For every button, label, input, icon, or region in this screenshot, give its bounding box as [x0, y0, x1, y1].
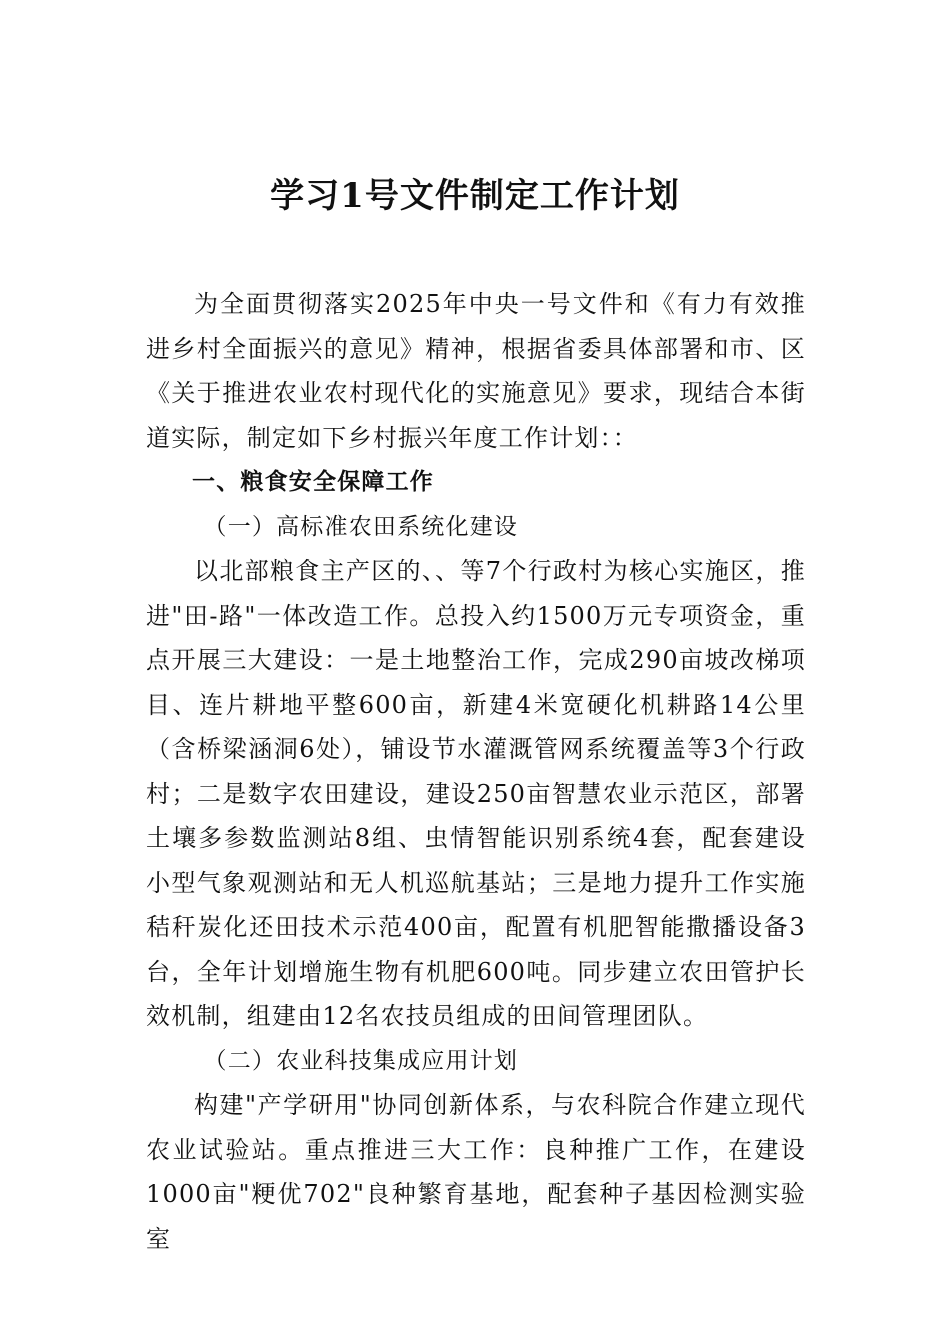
- document-body: [146, 282, 806, 1261]
- document-title: 学习1号文件制定工作计划: [270, 176, 680, 216]
- subsection-heading-farmland: （一）高标准农田系统化建设: [203, 513, 519, 540]
- farmland-paragraph: 以北部粮食主产区的、、等7个行政村为核心实施区，推进"田-路"一体改造工作。总投入约1500万元专项资金，重点开展三大建设：一是土地整治工作，完成290亩坡改梯项目、连片耕地平整600亩，新建4米宽硬化机耕路14公里（含桥梁涵洞6处），铺设节水灌溉管网系统覆盖等3个行政村；二是数字农田建设，建设250亩智慧农业示范区，部署土壤多参数监测站8组、虫情智能识别系统4套，配套建设小型气象观测站和无人机巡航基站；三是地力提升工作实施秸秆炭化还田技术示范400亩，配置有机肥智能撒播设备3台，全年计划增施生物有机肥600吨。同步建立农田管护长效机制，组建由12名农技员组成的田间管理团队。: [146, 557, 806, 1030]
- section-heading-grain-security: 一、粮食安全保障工作: [192, 469, 434, 495]
- subsection-heading-agri-tech: （二）农业科技集成应用计划: [203, 1047, 519, 1074]
- agri-tech-paragraph: 构建"产学研用"协同创新体系，与农科院合作建立现代农业试验站。重点推进三大工作：良种推广工作，在建设1000亩"粳优702"良种繁育基地，配套种子基因检测实验室: [146, 1091, 806, 1253]
- intro-paragraph: 为全面贯彻落实2025年中央一号文件和《有力有效推进乡村全面振兴的意见》精神，根据省委具体部署和市、区《关于推进农业农村现代化的实施意见》要求，现结合本街道实际，制定如下乡村振兴年度工作计划：：: [146, 290, 806, 452]
